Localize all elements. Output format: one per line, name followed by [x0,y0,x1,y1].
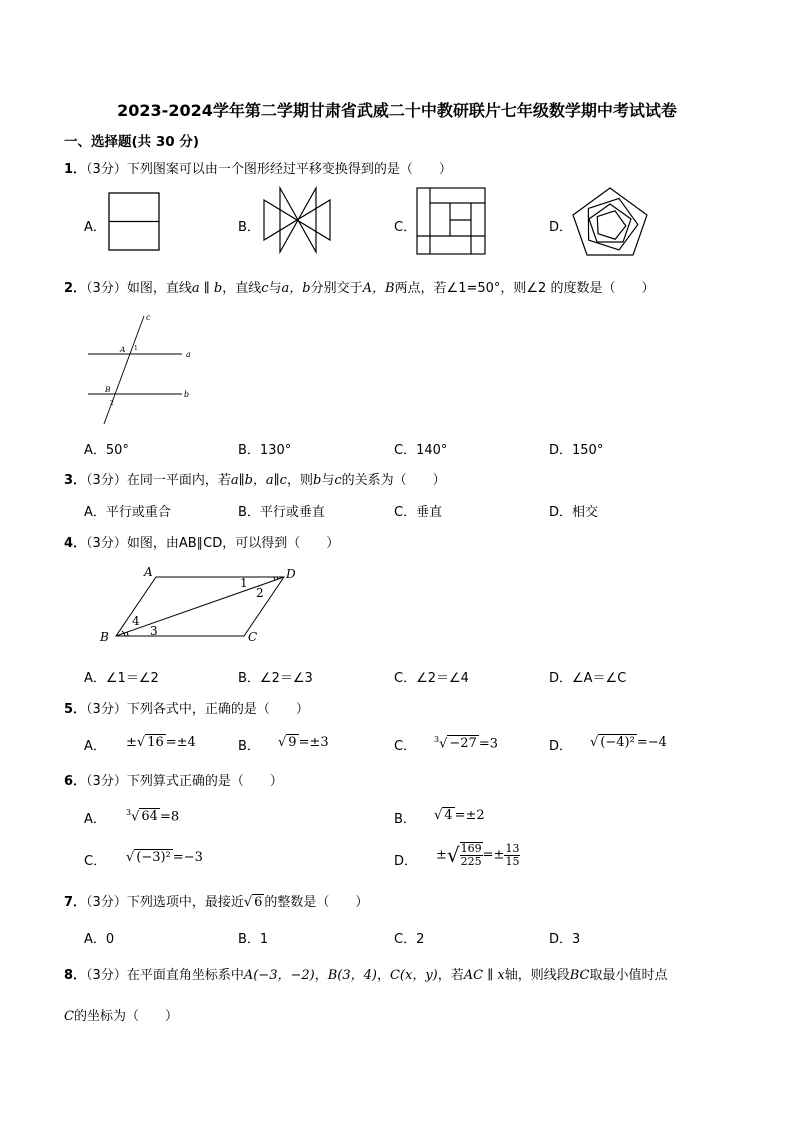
q6-d-den2: 15 [505,854,520,868]
section-heading: 一、选择题(共 30 分) [64,134,200,150]
q6-d-num1: 169 [460,842,482,855]
q6-d-fraction-1 [460,842,483,868]
question-7: 7．（3分）下列选项中，最接近√ 6 的整数是（ ） [64,895,369,910]
q6-d-mid: =± [482,847,505,863]
q6-c-post: =−3 [172,850,203,865]
q3-option-b: B．平行或垂直 [238,505,325,520]
question-1 [64,158,452,177]
q1-figure-a [108,192,160,252]
q8-point-c: C(x，y) [389,968,438,983]
q1-figure-b [260,186,336,254]
q5-option-d-label: D． [549,739,573,754]
q5-option-d-expr: √ (−4)² =−4 [590,735,667,750]
q7-score: （3分） [86,895,127,910]
q6-option-c-expr: √ (−3)² =−3 [126,850,203,865]
q2-label-b: b [184,390,190,399]
q3-text-d: 的关系为（ ） [341,473,446,488]
q6-b-post: =±2 [454,808,485,823]
q2-text-e: 两点，若∠1=50°，则∠2 的度数是（ ） [394,281,655,296]
q6-option-b-expr: √ 4 =±2 [434,808,485,823]
q8-text-c: 轴，则线段 [504,968,570,983]
q8-text-b: ，若 [437,968,464,983]
question-5 [64,698,309,717]
q6-option-d-label: D． [394,854,418,869]
q7-text-a: 下列选项中，最接近 [126,895,244,910]
q3-option-c: C．垂直 [394,505,443,520]
q1-text: 下列图案可以由一个图形经过平移变换得到的是（ ） [126,162,452,177]
q4-text: 如图，由AB∥CD，可以得到（ ） [126,536,340,551]
q6-option-c-label: C． [84,854,107,869]
q5-a-pre: ± [126,735,137,750]
q5-option-b-label: B． [238,739,260,754]
q6-score: （3分） [86,774,127,789]
q4-label-D: D [286,567,296,581]
q5-a-post: =±4 [165,735,196,750]
q6-d-den1: 225 [460,855,482,868]
q3-text-b: ，则 [286,473,313,488]
q8-sep-1: ， [314,968,328,983]
q2-label-c: c [146,313,151,322]
q6-d-fraction-2 [504,843,520,868]
q6-b-radicand: 4 [444,808,453,823]
q2-text-b: ，直线 [222,281,262,296]
q5-b-radicand: 9 [288,735,297,750]
q2-number: 2． [64,281,87,296]
q4-label-1: 1 [240,576,248,590]
q3-var-1: a∥b，a∥c [230,473,287,488]
q7-number: 7． [64,895,87,910]
q4-label-B: B [100,630,109,644]
q6-d-pre: ± [436,847,447,863]
q7-radicand: 6 [254,895,263,910]
q1-number: 1． [64,162,87,177]
q7-option-d: D．3 [549,932,581,947]
q1-option-b-label: B． [238,220,260,235]
question-6 [64,770,283,789]
q2-var-c: c [261,281,269,296]
q2-label-1: 1 [134,345,138,352]
q3-option-d: D．相交 [549,505,599,520]
q2-label-2: 2 [110,400,114,407]
question-3 [64,469,446,488]
q3-text-a: 在同一平面内，若 [126,473,231,488]
q5-option-a-label: A． [84,739,106,754]
q1-score: （3分） [86,162,127,177]
q6-option-b-label: B． [394,812,416,827]
q4-option-b: B．∠2＝∠3 [238,671,313,686]
q4-figure [94,562,314,646]
q8-score: （3分） [86,968,127,983]
q2-option-c: C．140° [394,443,448,458]
q1-option-a-label: A． [84,220,106,235]
q2-score: （3分） [86,281,127,296]
q5-d-post: =−4 [636,735,667,750]
question-8 [64,964,668,983]
q7-text-b: 的整数是（ ） [264,895,369,910]
q2-var-AB: A，B [362,281,395,296]
q5-score: （3分） [86,702,127,717]
q4-option-d: D．∠A＝∠C [549,671,627,686]
q6-a-radicand: 64 [141,809,158,825]
q4-number: 4． [64,536,87,551]
q4-label-A: A [144,565,153,579]
question-2 [64,277,654,296]
q6-number: 6． [64,774,87,789]
q8-text-d: 取最小值时点 [589,968,668,983]
q2-option-d: D．150° [549,443,604,458]
q7-option-a: A．0 [84,932,115,947]
q4-option-a: A．∠1＝∠2 [84,671,159,686]
q8-number: 8． [64,968,87,983]
q2-text-c: 与 [268,281,282,296]
q2-label-B: B [105,385,111,394]
q1-option-c-label: C． [394,220,417,235]
q4-label-2: 2 [256,586,264,600]
q6-option-a-label: A． [84,812,106,827]
q2-option-b: B．130° [238,443,292,458]
q4-label-C: C [248,630,258,644]
q5-number: 5． [64,702,87,717]
q6-a-index: 3 [126,808,132,817]
q3-score: （3分） [86,473,127,488]
q1-option-d-label: D． [549,220,573,235]
q8-sep-2: ， [376,968,390,983]
q8-condition: AC ∥ x [463,968,505,983]
q8-point-a: A(−3，−2) [243,968,315,983]
q5-option-b-expr: √ 9 =±3 [278,735,329,750]
q4-score: （3分） [86,536,127,551]
q1-figure-c [416,187,486,255]
q5-b-post: =±3 [298,735,329,750]
question-4 [64,532,339,551]
q2-option-a: A．50° [84,443,129,458]
q3-number: 3． [64,473,87,488]
page-title: 2023-2024学年第二学期甘肃省武威二十中教研联片七年级数学期中考试试卷 [117,101,677,120]
q2-text-d: 分别交于 [310,281,363,296]
q6-option-a-expr: $^3$√ 64 =8 [126,808,180,825]
q3-var-b: b [312,473,322,488]
q3-var-c: c [334,473,342,488]
q2-figure [84,310,196,428]
q8-segment: BC [569,968,590,983]
q7-option-c: C．2 [394,932,425,947]
q8-point-b: B(3，4) [327,968,377,983]
q8-line2-var: C [64,1009,74,1024]
q4-label-4: 4 [132,614,140,628]
q2-label-A: A [120,345,126,354]
q5-text: 下列各式中，正确的是（ ） [126,702,309,717]
q5-c-radicand: −27 [449,736,477,752]
q5-a-radicand: 16 [147,735,164,750]
q5-c-post: =3 [478,736,498,752]
q6-option-d-expr: ±√ $\frac{169}{225}=\pm$ $\frac{13}{15}$ [436,841,520,868]
q6-d-num2: 13 [505,841,520,855]
q7-option-b: B．1 [238,932,269,947]
q4-option-c: C．∠2＝∠4 [394,671,469,686]
q3-option-a: A．平行或重合 [84,505,171,520]
q6-text: 下列算式正确的是（ ） [126,774,283,789]
q5-c-index: 3 [434,735,440,744]
q5-option-a-expr: ±√ 16 =±4 [126,735,196,750]
q2-text-a: 如图，直线 [126,281,192,296]
q1-figure-d [570,186,650,258]
q4-label-3: 3 [150,624,158,638]
q2-var-a-b: a，b [281,281,311,296]
q5-option-c-label: C． [394,739,417,754]
q6-c-radicand: (−3)² [136,850,171,865]
q5-option-c-expr: $^3$√ −27 =3 [434,735,498,752]
q3-text-c: 与 [321,473,335,488]
q8-text-a: 在平面直角坐标系中 [126,968,244,983]
question-8-line-2 [64,1005,178,1024]
q8-line2-text: 的坐标为（ ） [73,1009,178,1024]
q2-var-ab: a ∥ b [191,281,223,296]
q2-label-a: a [186,350,191,359]
q6-a-post: =8 [159,809,180,825]
q5-d-radicand: (−4)² [600,735,635,750]
